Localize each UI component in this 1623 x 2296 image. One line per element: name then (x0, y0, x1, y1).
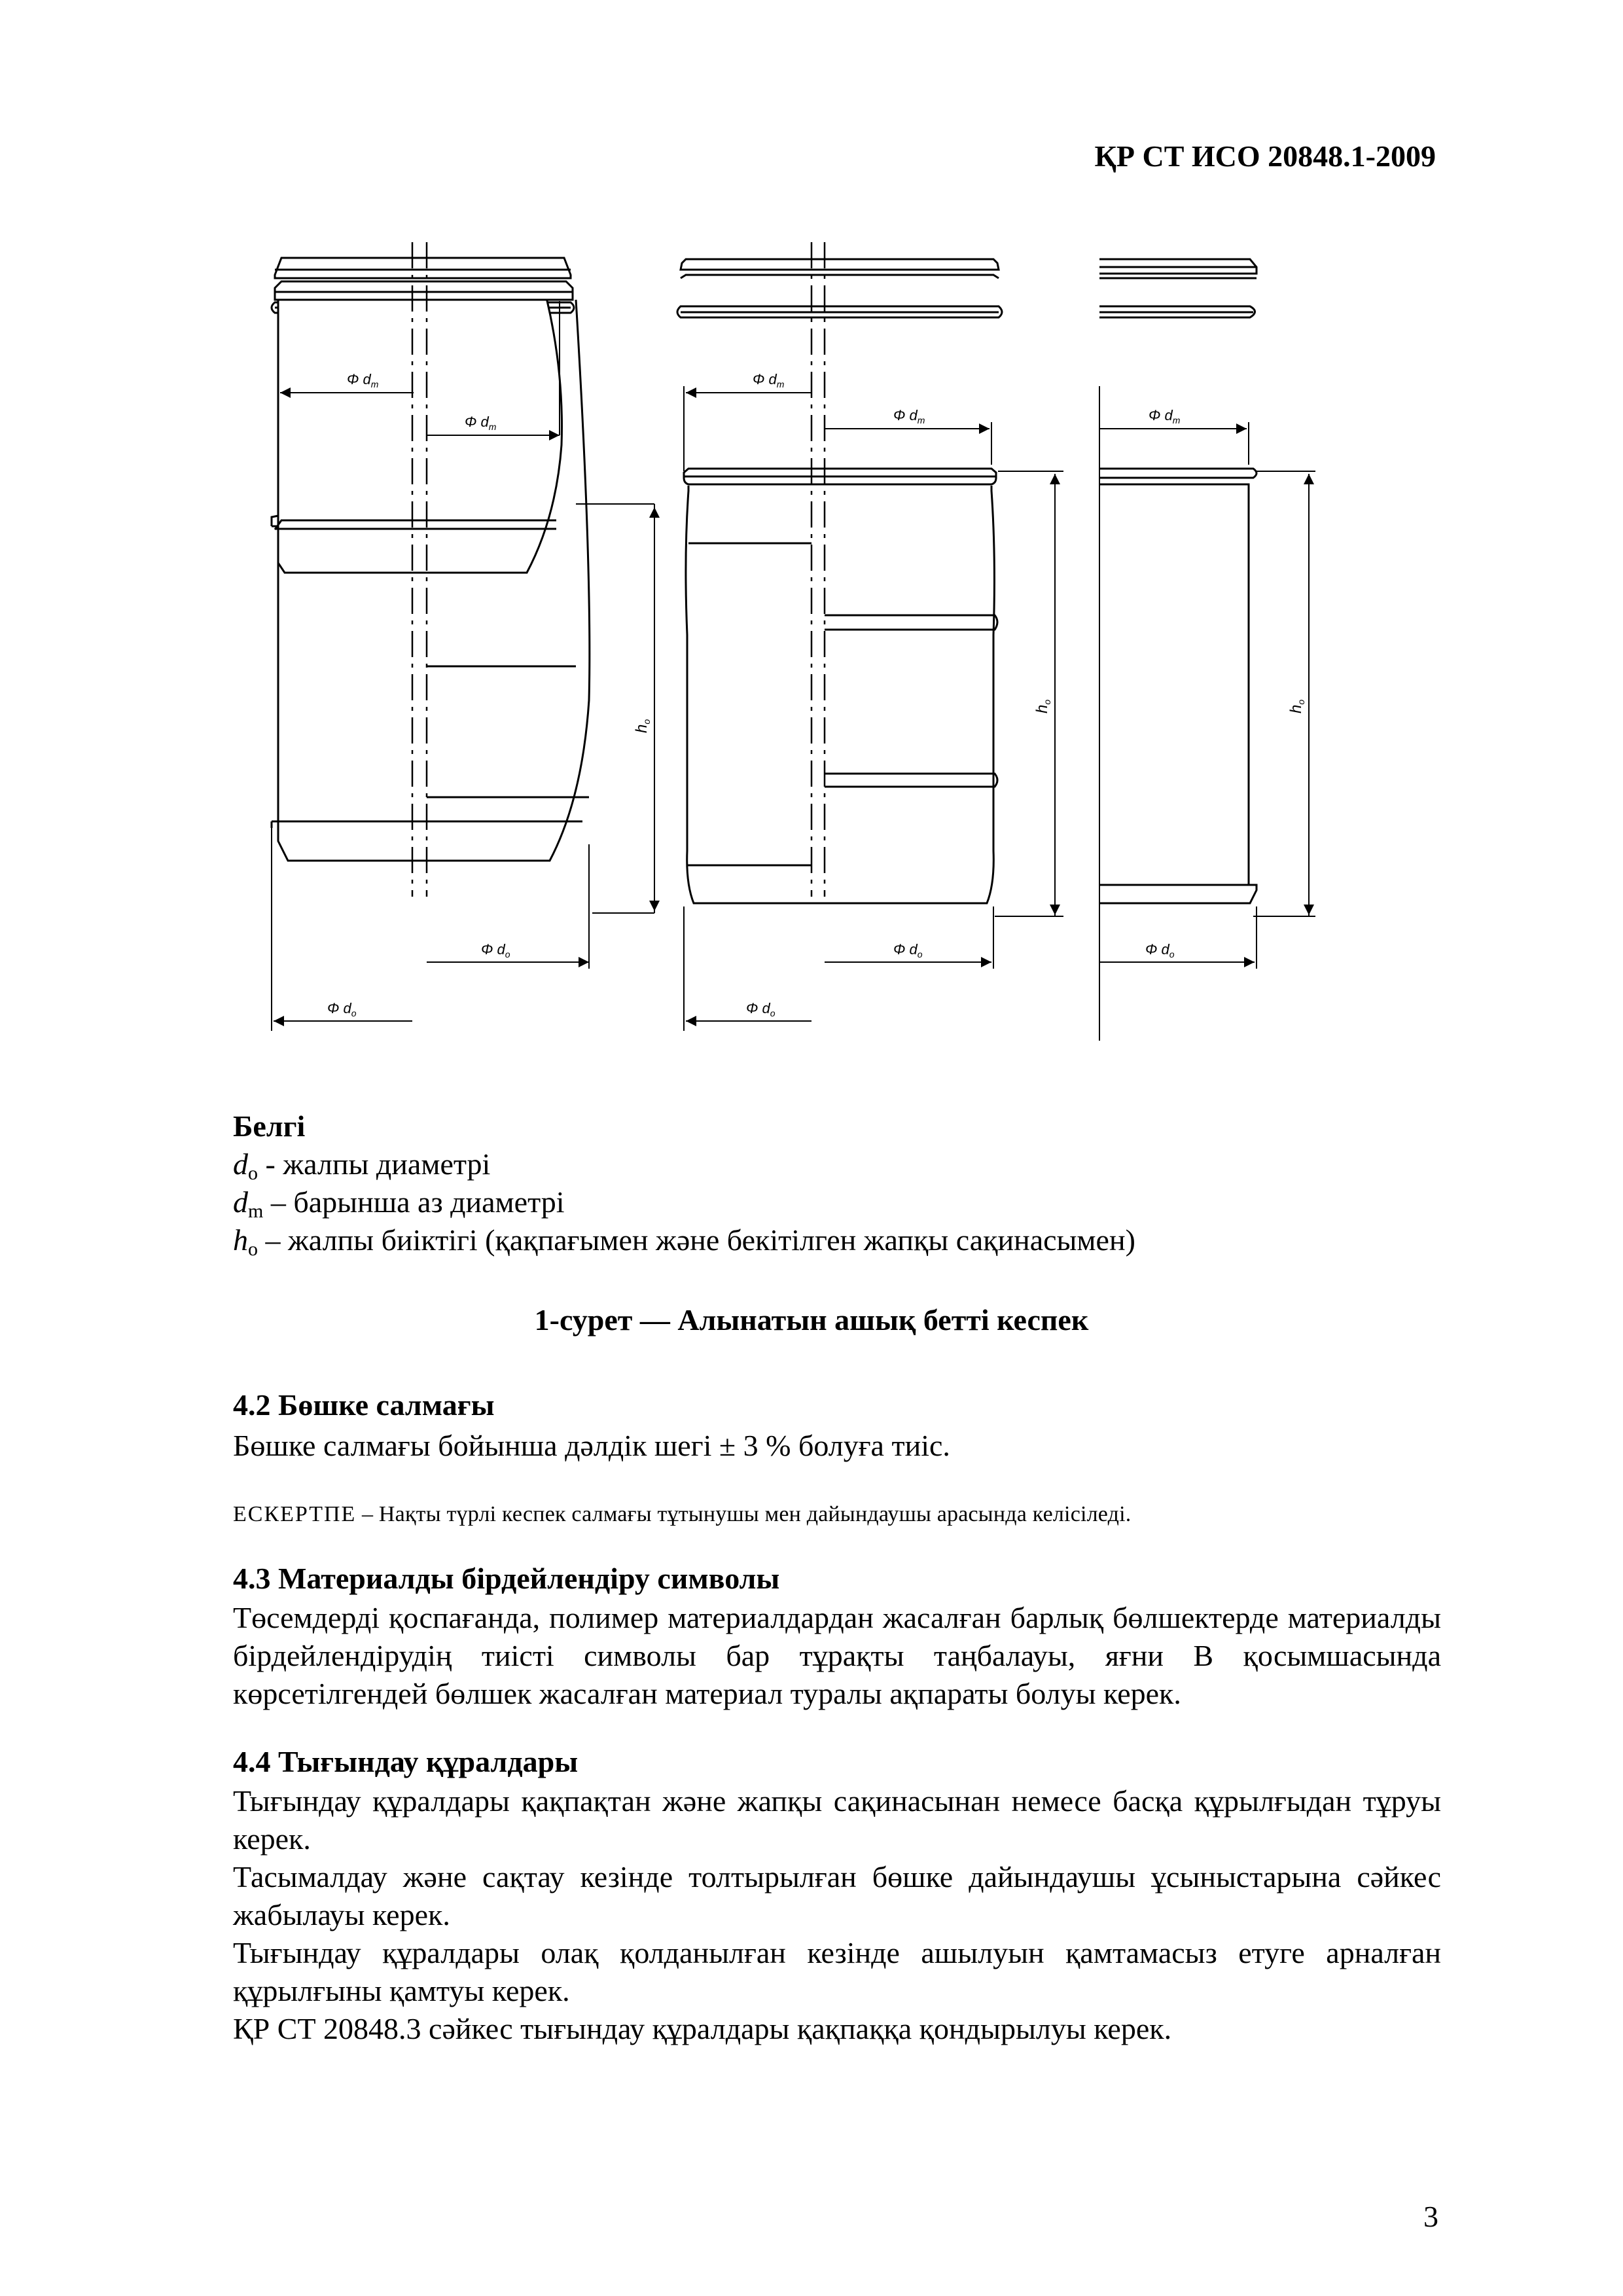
drum-2-centerline (812, 242, 825, 897)
legend-item-ho: $h_o$ – жалпы биіктігі (қақпағымен және бекітілген жапқы сақинасымен) (233, 1223, 1135, 1260)
drum-1-label-dm-top: Φ $d_m$ (347, 371, 379, 389)
drum-1-label-dm-inner: Φ $d_m$ (465, 414, 497, 432)
drum-3-lid (1099, 259, 1257, 317)
drum-2-body (684, 469, 997, 903)
page-number: 3 (1423, 2200, 1438, 2233)
legend-item-do: $d_o$ - жалпы диаметрі (233, 1147, 491, 1184)
drum-3-label-ho: $h_o$ (1287, 699, 1306, 713)
figure-legend (233, 1107, 1135, 1259)
figure-caption: 1-сурет — Алынатын ашық бетті кеспек (534, 1303, 1089, 1336)
section-4-2-note: ЕСКЕРТПЕ – Нақты түрлі кеспек салмағы тұтынушы мен дайындаушы арасында келісіледі. (233, 1502, 1132, 1526)
drum-2-label-do-outer: Φ $d_o$ (746, 1000, 776, 1018)
drum-2-lid (677, 259, 1002, 317)
section-4-4-title: 4.4 Тығындау құралдары (233, 1745, 579, 1778)
section-4-4-body (233, 1782, 1441, 2048)
drum-1-label-ho: $h_o$ (633, 719, 652, 733)
drum-1-body (272, 281, 590, 861)
section-4-4-p2: Тасымалдау және сақтау кезінде толтырылған бөшке дайындаушы ұсыныстарына сәйкес жабылауы керек. (233, 1860, 1441, 1931)
section-4-3-p1: Төсемдерді қоспағанда, полимер материалдардан жасалған барлық бөлшектерде материалды бірдейлендірудің тиісті символы бар тұрақты таңбалауы, яғни В қосымшасында көрсетілгендей бөлшек жасалған материал туралы ақпараты болуы керек. (233, 1601, 1441, 1710)
legend-item-dm: $d_m$ – барынша аз диаметрі (233, 1185, 565, 1222)
drum-3-label-dm: Φ $d_m$ (1149, 407, 1181, 425)
drum-3-label-do: Φ $d_o$ (1145, 941, 1175, 960)
section-4-3-title: 4.3 Материалды бірдейлендіру символы (233, 1562, 780, 1595)
document-code-header: ҚР СТ ИСО 20848.1-2009 (1094, 139, 1436, 173)
section-4-4-p4: ҚР СТ 20848.3 сәйкес тығындау құралдары қақпаққа қондырылуы керек. (233, 2012, 1172, 2045)
drum-1-label-do-outer: Φ $d_o$ (327, 1000, 357, 1018)
section-4-2-p1: Бөшке салмағы бойынша дәлдік шегі ± 3 % болуға тиіс. (233, 1429, 950, 1462)
section-4-3-body (233, 1599, 1441, 1713)
drum-2-label-dm-inner: Φ $d_m$ (893, 407, 925, 425)
drum-2-label-dm-top: Φ $d_m$ (753, 371, 785, 389)
drum-drawings-svg (249, 229, 1361, 1100)
drum-2-dimensions (684, 386, 1063, 1031)
section-4-4-p1: Тығындау құралдары қақпақтан және жапқы сақинасынан немесе басқа құрылғыдан тұруы керек. (233, 1784, 1441, 1856)
section-4-4-p3: Тығындау құралдары олақ қолданылған кезінде ашылуын қамтамасыз етуге арналған құрылғыны қамтуы керек. (233, 1936, 1441, 2007)
drum-2-label-do-inner: Φ $d_o$ (893, 941, 923, 960)
drum-3-body (1099, 469, 1257, 903)
drum-2-label-ho: $h_o$ (1033, 699, 1052, 713)
section-4-2-title: 4.2 Бөшке салмағы (233, 1388, 495, 1422)
section-4-2-body (233, 1427, 1441, 1465)
figure-1-drawing (249, 229, 1361, 1100)
drum-1-label-do-inner: Φ $d_o$ (481, 941, 510, 960)
legend-title: Белгі (233, 1109, 306, 1143)
